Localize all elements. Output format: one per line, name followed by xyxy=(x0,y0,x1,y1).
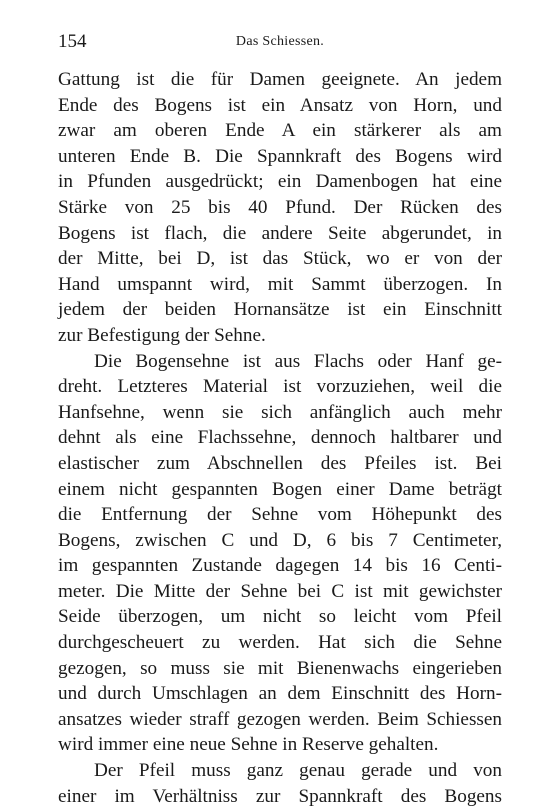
text-line: und durch Umschlagen an dem Einschnitt des Horn- xyxy=(58,683,502,705)
text-line: Bogens ist flach, die andere Seite abgerundet, in xyxy=(58,222,502,244)
running-head: Das Schiessen. xyxy=(235,34,325,49)
text-line: Der Pfeil muss ganz genau gerade und von xyxy=(94,760,502,782)
text-line: ansatzes wieder straff gezogen werden. Beim Schiessen xyxy=(58,708,502,730)
text-line: dehnt als eine Flachssehne, dennoch haltbarer und xyxy=(58,427,502,449)
text-line: Bogens, zwischen C und D, 6 bis 7 Centimeter, xyxy=(58,529,502,551)
text-line: der Mitte, bei D, ist das Stück, wo er von der xyxy=(58,248,502,270)
text-line: zwar am oberen Ende A ein stärkerer als am xyxy=(58,120,502,142)
text-line: elastischer zum Abschnellen des Pfeiles ist. Bei xyxy=(58,452,502,474)
body-text xyxy=(58,67,502,809)
text-line: Ende des Bogens ist ein Ansatz von Horn, und xyxy=(58,94,502,116)
text-line: einem nicht gespannten Bogen einer Dame beträgt xyxy=(58,478,502,500)
text-line: jedem der beiden Hornansätze ist ein Einschnitt xyxy=(58,299,502,321)
text-line: einer im Verhältniss zur Spannkraft des Bogens xyxy=(58,785,502,807)
text-line: zur Befestigung der Sehne. xyxy=(58,324,266,346)
text-line: Hanfsehne, wenn sie sich anfänglich auch mehr xyxy=(58,401,502,423)
text-line: durchgescheuert zu werden. Hat sich die Sehne xyxy=(58,632,502,654)
text-line: dreht. Letzteres Material ist vorzuziehen, weil die xyxy=(58,376,502,398)
page-number: 154 xyxy=(58,31,87,52)
text-line: Hand umspannt wird, mit Sammt überzogen. In xyxy=(58,273,502,295)
text-line: Gattung ist die für Damen geeignete. An jedem xyxy=(58,69,502,90)
text-line: wird immer eine neue Sehne in Reserve gehalten. xyxy=(58,734,439,756)
text-line: die Entfernung der Sehne vom Höhepunkt des xyxy=(58,504,502,526)
text-line: Die Bogensehne ist aus Flachs oder Hanf ge- xyxy=(94,350,502,372)
page-header xyxy=(58,30,502,54)
text-line: unteren Ende B. Die Spannkraft des Bogens wird xyxy=(58,145,502,167)
text-line: gezogen, so muss sie mit Bienenwachs eingerieben xyxy=(58,657,502,679)
text-line: in Pfunden ausgedrückt; ein Damenbogen hat eine xyxy=(58,171,502,193)
text-line: Stärke von 25 bis 40 Pfund. Der Rücken des xyxy=(58,196,502,218)
text-line: im gespannten Zustande dagegen 14 bis 16 Centi- xyxy=(58,555,502,577)
text-line: meter. Die Mitte der Sehne bei C ist mit gewichster xyxy=(58,580,502,602)
text-line: Seide überzogen, um nicht so leicht vom Pfeil xyxy=(58,606,502,628)
